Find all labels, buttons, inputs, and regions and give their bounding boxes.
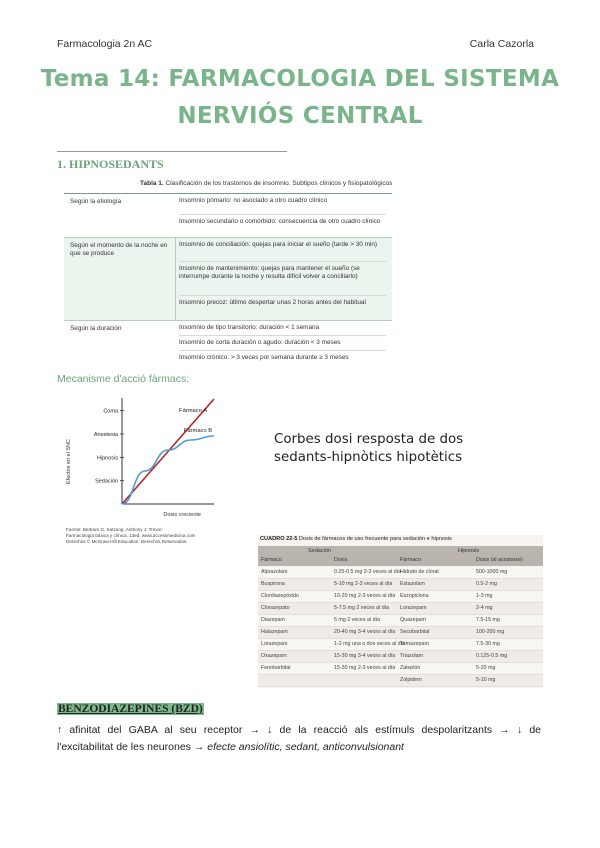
table-cell: Insomnio de conciliación: quejas para iniciar el sueño (tarde > 30 min) bbox=[179, 241, 378, 248]
dosage-table-cell: Secobarbital bbox=[400, 629, 430, 635]
dosage-table-cell: 20-40 mg 3-4 veces al día bbox=[334, 629, 396, 635]
dosage-table-cell: Clorazepato bbox=[261, 605, 290, 611]
y-level-label: Anestesia bbox=[93, 432, 118, 438]
dosage-table-cell: 100-200 mg bbox=[476, 629, 505, 635]
x-axis-label: Dosis creciente bbox=[163, 512, 202, 518]
mechanism-heading: Mecanisme d'acció fàrmacs: bbox=[57, 373, 190, 385]
table-cell: Insomnio precoz: último despertar unas 2 horas antes del habitual bbox=[179, 295, 386, 307]
dosage-table-cell: 5-20 mg bbox=[476, 665, 496, 671]
section-heading: 1. HIPNOSEDANTS bbox=[57, 157, 164, 171]
y-level-label: Hipnosis bbox=[96, 455, 118, 462]
series-label-farmaco-b: Fármaco B bbox=[183, 428, 213, 434]
dosage-table-row bbox=[258, 579, 543, 591]
dosage-table-cell: 2-4 mg bbox=[476, 605, 493, 611]
dosage-table-cell: Diazepam bbox=[261, 617, 285, 623]
y-level-label: Coma bbox=[103, 408, 118, 415]
dosage-table-cell: 1-2 mg una o dos veces al día bbox=[334, 641, 405, 647]
bzd-line2-effects: efecte ansiolític, sedant, anticonvulsionant bbox=[207, 741, 404, 753]
dosage-table-cell: 15-30 mg 2-3 veces al día bbox=[334, 665, 396, 671]
table-cell: Insomnio de tipo transitorio: duración < 1 semana bbox=[179, 324, 320, 331]
dosage-table-cell: 7.5-30 mg bbox=[476, 641, 500, 647]
table-cell: Insomnio secundario o comórbido: consecuencia de otro cuadro clínico bbox=[179, 214, 386, 226]
dosage-table-cell: 10-20 mg 2-3 veces al día bbox=[334, 593, 396, 599]
series-line-farmaco-a bbox=[122, 399, 214, 504]
dosage-table-cell: Halazepam bbox=[261, 629, 288, 635]
chart-credit-line: Fuente: Bertram G. Katzung, Anthony J. Trevor: bbox=[66, 527, 164, 532]
dosage-table-row bbox=[258, 603, 543, 615]
column-header: Dosis bbox=[334, 557, 348, 563]
table-row-label: Según el momento de la noche en que se produce bbox=[70, 242, 168, 257]
dosage-table-cell: Eszopiclona bbox=[400, 593, 429, 599]
dose-response-note bbox=[274, 431, 474, 467]
dosage-table-cell: Zolpidem bbox=[400, 677, 422, 683]
dosage-table-cell: 5-10 mg 2-3 veces al día bbox=[334, 581, 393, 587]
dosage-table-cell: Buspirona bbox=[261, 581, 285, 587]
chart-credit-line: Farmacología básica y clínica, 13ed: www.accessmedicina.com bbox=[66, 533, 196, 538]
dose-response-note-line2: sedants-hipnòtics hipotètics bbox=[274, 450, 463, 465]
table1-caption-bold: Tabla 1. bbox=[140, 180, 164, 187]
bzd-paragraph-line1: ↑ afinitat del GABA al seu receptor → ↓ de la reacció als estímuls despolaritzants → ↓ de bbox=[57, 724, 541, 736]
dosage-table-cell: Zaleplón bbox=[400, 665, 421, 671]
page-title-line2: NERVIÓS CENTRAL bbox=[177, 103, 423, 129]
dosage-table-row bbox=[258, 591, 543, 603]
dosage-table-row bbox=[258, 651, 543, 663]
dosage-table-cell: 0.25-0.5 mg 2-3 veces al día bbox=[334, 569, 402, 575]
page-title-line1: Tema 14: FARMACOLOGIA DEL SISTEMA bbox=[40, 66, 560, 92]
dosage-table-cell: 5-7.5 mg 2 veces al día bbox=[334, 605, 390, 611]
dosage-table-cell: 7.5-15 mg bbox=[476, 617, 500, 623]
group-header-hipnosis: Hipnosis bbox=[458, 548, 480, 554]
column-header: Fármaco bbox=[261, 557, 282, 563]
dosage-table-cell: Lorazepam bbox=[400, 605, 427, 611]
table-cell: Insomnio crónico: > 3 veces por semana durante ≥ 3 meses bbox=[179, 350, 386, 362]
y-axis-label: Efectos en el SNC bbox=[66, 439, 72, 484]
table-cell: Insomnio de mantenimiento: quejas para mantener el sueño (se interrumpe durante la noche y resulta difícil volver a conciliarlo) bbox=[179, 261, 386, 281]
table-row bbox=[64, 193, 392, 238]
dosage-table-caption-text: Dosis de fármacos de uso frecuente para sedación e hipnosis bbox=[297, 536, 452, 542]
dose-response-svg bbox=[62, 392, 222, 520]
bzd-paragraph-line2 bbox=[57, 739, 541, 756]
dosage-table-row bbox=[258, 567, 543, 579]
series-label-farmaco-a: Fármaco A bbox=[179, 408, 208, 414]
dosage-table-cell: Triazolam bbox=[400, 653, 424, 659]
dosage-table-cell: 1-3 mg bbox=[476, 593, 493, 599]
dosage-table-row bbox=[258, 615, 543, 627]
table-cell: Insomnio de corta duración o agudo: duración < 3 meses bbox=[179, 335, 386, 347]
dosage-table-cell: Fenobarbital bbox=[261, 665, 291, 671]
insomnia-table bbox=[64, 193, 392, 365]
dosage-table-cell: Lorazepam bbox=[261, 641, 288, 647]
series-line-farmaco-b bbox=[122, 436, 214, 504]
dosage-table-cell: Oxazepam bbox=[261, 653, 287, 659]
dosage-table-cell: 5 mg 2 veces al día bbox=[334, 617, 380, 623]
dosage-table-header bbox=[258, 546, 543, 566]
dosage-table-cell: Estazolam bbox=[400, 581, 425, 587]
dose-response-note-line1: Corbes dosi resposta de dos bbox=[274, 432, 464, 447]
table-row-label: Según la etiología bbox=[70, 198, 122, 205]
group-header-sedacion: Sedación bbox=[308, 548, 331, 554]
chart-credit-line: Derechos © McGraw-Hill Education. Derechos Reservados. bbox=[66, 539, 188, 544]
dosage-table-row bbox=[258, 675, 543, 687]
column-header: Dosis (al acostarse) bbox=[476, 557, 523, 563]
table1-caption-text: Clasificación de los trastornos de insomnio. Subtipos clínicos y fisiopatológicos bbox=[163, 180, 393, 187]
dosage-table-cell: Clordiazepóxido bbox=[261, 593, 299, 599]
bzd-heading: BENZODIAZEPINES (BZD) bbox=[58, 703, 203, 715]
table1-caption bbox=[140, 180, 550, 187]
dosage-table-body bbox=[258, 567, 543, 688]
table-row bbox=[64, 320, 392, 366]
dose-response-chart bbox=[62, 392, 222, 520]
table-row-label: Según la duración bbox=[70, 325, 122, 332]
dosage-table-caption bbox=[260, 536, 452, 542]
dosage-table-cell: 0.125-0.5 mg bbox=[476, 653, 508, 659]
dosage-table-image bbox=[258, 535, 543, 688]
dosage-table-cell: Alprazolam bbox=[261, 569, 288, 575]
dosage-table-row bbox=[258, 627, 543, 639]
section-divider bbox=[57, 151, 287, 152]
chart-credit bbox=[66, 527, 226, 545]
dosage-table-cell: Hidrato de cloral bbox=[400, 569, 439, 575]
dosage-table-cell: 500-1000 mg bbox=[476, 569, 508, 575]
header-right: Carla Cazorla bbox=[469, 38, 534, 50]
header-left: Farmacologia 2n AC bbox=[57, 38, 153, 50]
y-level-label: Sedación bbox=[95, 478, 118, 485]
dosage-table-cell: Quazepam bbox=[400, 617, 426, 623]
dosage-table-caption-bold: CUADRO 22-5 bbox=[260, 536, 298, 542]
dosage-table-cell: 15-30 mg 3-4 veces al día bbox=[334, 653, 396, 659]
dosage-table-row bbox=[258, 639, 543, 651]
dosage-table-cell: Temazepam bbox=[400, 641, 429, 647]
column-header: Fármaco bbox=[400, 557, 421, 563]
bzd-line2-text: l'excitabilitat de les neurones → bbox=[57, 741, 208, 753]
dosage-table-cell: 5-10 mg bbox=[476, 677, 496, 683]
dosage-table-cell: 0.5-2 mg bbox=[476, 581, 497, 587]
table-cell: Insomnio primario: no asociado a otro cuadro clínico bbox=[179, 197, 328, 204]
dosage-table-row bbox=[258, 663, 543, 675]
table-row bbox=[64, 237, 392, 321]
